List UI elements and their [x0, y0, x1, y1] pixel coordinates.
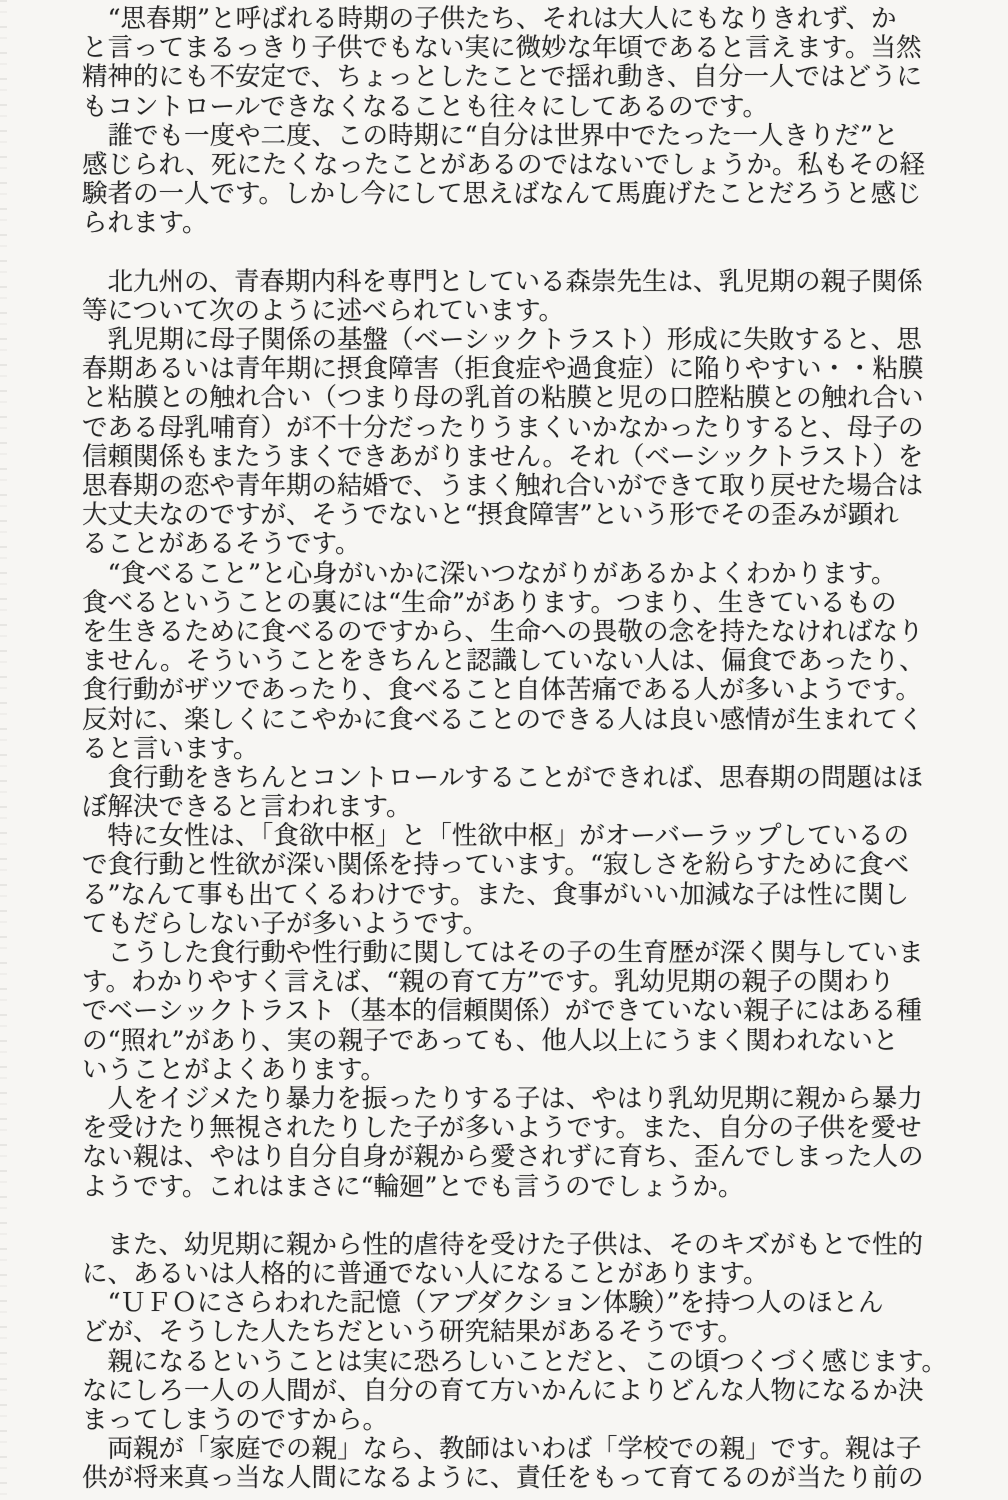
text-line: もコントロールできなくなることも往々にしてあるのです。 — [82, 91, 768, 122]
text-line: “ＵＦＯにさらわれた記憶（アブダクション体験）”を持つ人のほとん — [82, 1288, 884, 1319]
text-line: す。わかりやすく言えば、“親の育て方”です。乳幼児期の親子の関わり — [82, 967, 895, 998]
text-line: 供が将来真っ当な人間になるように、責任をもって育てるのが当たり前の — [82, 1463, 924, 1494]
text-line: に、あるいは人格的に普通でない人になることがあります。 — [82, 1259, 769, 1290]
text-line: 誰でも一度や二度、この時期に“自分は世界中でたった一人きりだ”と — [82, 120, 899, 151]
text-line: ません。そういうことをきちんと認識していない人は、偏食であったり、 — [82, 646, 925, 677]
section-adolescence-intro — [82, 5, 1008, 239]
text-line: 感じられ、死にたくなったことがあるのではないでしょうか。私もその経 — [82, 149, 926, 180]
section-abuse-and-parenthood — [82, 1231, 1008, 1494]
text-line: てもだらしない子が多いようです。 — [82, 908, 488, 939]
body-text — [82, 5, 1008, 1494]
text-line: と言ってまるっきり子供でもない実に微妙な年頃であると言えます。当然 — [82, 33, 922, 64]
text-line: なにしろ一人の人間が、自分の育て方いかんによりどんな人物になるか決 — [82, 1375, 924, 1406]
text-line: どが、そうした人たちだという研究結果があるそうです。 — [82, 1317, 743, 1348]
text-line: 親になるということは実に恐ろしいことだと、この頃つくづく感じます。 — [82, 1346, 947, 1377]
text-line: の“照れ”があり、実の親子であっても、他人以上にうまく関われないと — [82, 1025, 899, 1056]
text-line: まってしまうのですから。 — [82, 1405, 389, 1435]
text-line: いうことがよくあります。 — [82, 1054, 386, 1085]
text-line: と粘膜との触れ合い（つまり母の乳首の粘膜と児の口腔粘膜との触れ合い — [82, 383, 924, 414]
text-line: を生きるために食べるのですから、生命への畏敬の念を持たなければなり — [82, 616, 924, 647]
text-line: 験者の一人です。しかし今にして思えばなんて馬鹿げたことだろうと感じ — [82, 179, 922, 210]
text-line: 北九州の、青春期内科を専門としている森崇先生は、乳児期の親子関係 — [82, 266, 923, 297]
text-line: 大丈夫なのですが、そうでないと“摂食障害”という形でその歪みが顕れ — [82, 500, 899, 531]
text-line: でベーシックトラスト（基本的信頼関係）ができていない親子にはある種 — [82, 996, 922, 1027]
text-line: を受けたり無視されたりした子が多いようです。また、自分の子供を愛せ — [82, 1113, 922, 1144]
text-line: また、幼児期に親から性的虐待を受けた子供は、そのキズがもとで性的 — [82, 1229, 923, 1260]
text-line: 食べるということの裏には“生命”があります。つまり、生きているもの — [82, 587, 897, 618]
text-line: で食行動と性欲が深い関係を持っています。“寂しさを紛らすために食べ — [82, 850, 909, 881]
text-line: 特に女性は、「食欲中枢」と「性欲中枢」がオーバーラップしているの — [82, 821, 909, 852]
text-line: ることがあるそうです。 — [82, 529, 361, 560]
text-line: ようです。これはまさに“輪廻”とでも言うのでしょうか。 — [82, 1171, 744, 1202]
text-line: ると言います。 — [82, 733, 259, 764]
text-line: 信頼関係もまたうまくできあがりません。それ（ベーシックトラスト）を — [82, 441, 924, 472]
text-line: である母乳哺育）が不十分だったりうまくいかなかったりすると、母子の — [82, 412, 924, 443]
text-line: 精神的にも不安定で、ちょっとしたことで揺れ動き、自分一人ではどうに — [82, 62, 922, 93]
text-line: 食行動をきちんとコントロールすることができれば、思春期の問題はほ — [82, 762, 923, 793]
text-line: “食べること”と心身がいかに深いつながりがあるかよくわかります。 — [82, 558, 897, 589]
text-line: 反対に、楽しくにこやかに食べることのできる人は良い感情が生まれてく — [82, 704, 924, 735]
text-line: 人をイジメたり暴力を振ったりする子は、やはり乳幼児期に親から暴力 — [82, 1083, 923, 1114]
text-line: られます。 — [82, 208, 208, 239]
text-line: こうした食行動や性行動に関してはその子の生育歴が深く関与していま — [82, 938, 924, 968]
text-line: 食行動がザツであったり、食べること自体苦痛である人が多いようです。 — [82, 675, 921, 706]
text-line: 思春期の恋や青年期の結婚で、うまく触れ合いができて取り戻せた場合は — [82, 471, 923, 501]
text-line: “思春期”と呼ばれる時期の子供たち、それは大人にもなりきれず、か — [82, 4, 897, 34]
text-line: ぼ解決できると言われます。 — [82, 792, 412, 823]
section-basic-trust-and-eating — [82, 268, 1008, 1202]
text-line: 乳児期に母子関係の基盤（ベーシックトラスト）形成に失敗すると、思 — [82, 325, 922, 356]
text-line: ない親は、やはり自分自身が親から愛されずに育ち、歪んでしまった人の — [82, 1142, 924, 1173]
text-line: 両親が「家庭での親」なら、教師はいわば「学校での親」です。親は子 — [82, 1434, 922, 1465]
text-line: 春期あるいは青年期に摂食障害（拒食症や過食症）に陥りやすい・・粘膜 — [82, 354, 924, 385]
text-line: 等について次のように述べられています。 — [82, 295, 564, 326]
text-line: る”なんて事も出てくるわけです。また、食事がいい加減な子は性に関し — [82, 879, 909, 910]
